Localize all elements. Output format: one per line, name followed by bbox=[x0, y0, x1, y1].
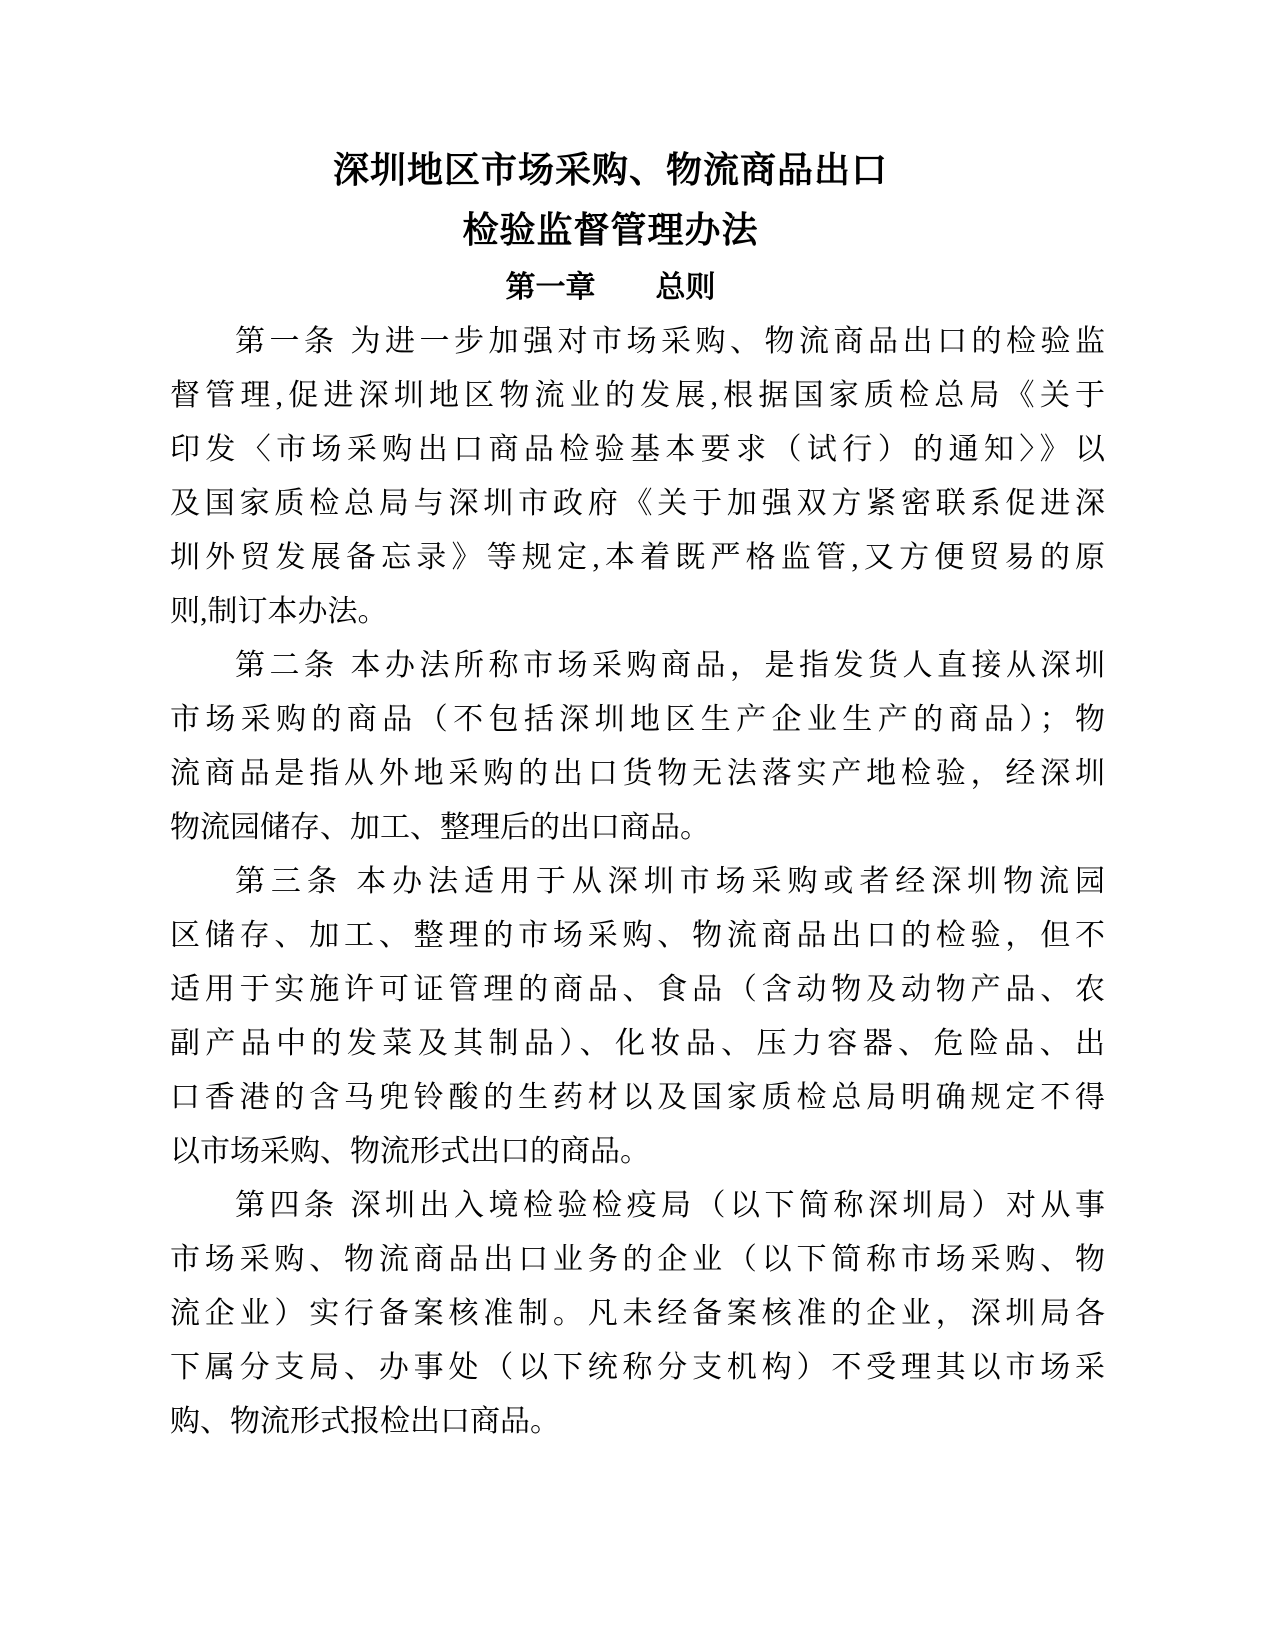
paragraph-line: 第四条 深圳出入境检验检疫局（以下简称深圳局）对从事 bbox=[235, 1189, 1105, 1222]
paragraph-line: 副产品中的发菜及其制品）、化妆品、压力容器、危险品、出 bbox=[170, 1027, 1105, 1060]
paragraph-line: 下属分支局、办事处（以下统称分支机构）不受理其以市场采 bbox=[170, 1351, 1105, 1384]
paragraph-article-4 bbox=[170, 1179, 1105, 1449]
paragraph-line: 第一条 为进一步加强对市场采购、物流商品出口的检验监 bbox=[235, 325, 1105, 358]
paragraph-line: 口香港的含马兜铃酸的生药材以及国家质检总局明确规定不得 bbox=[170, 1081, 1105, 1114]
document-title-line-2: 检验监督管理办法 bbox=[462, 210, 759, 250]
paragraph-line: 流商品是指从外地采购的出口货物无法落实产地检验，经深圳 bbox=[170, 757, 1105, 790]
paragraph-article-1 bbox=[170, 315, 1105, 639]
paragraph-line: 以市场采购、物流形式出口的商品。 bbox=[170, 1135, 650, 1168]
chapter-heading: 第一章 总则 bbox=[505, 271, 716, 304]
paragraph-line: 市场采购的商品（不包括深圳地区生产企业生产的商品）；物 bbox=[170, 703, 1105, 736]
paragraph-article-2 bbox=[170, 639, 1105, 855]
paragraph-line: 督管理,促进深圳地区物流业的发展,根据国家质检总局《关于 bbox=[170, 379, 1105, 412]
document-content bbox=[170, 0, 1105, 1449]
paragraph-line: 则,制订本办法。 bbox=[170, 595, 388, 628]
paragraph-line: 第三条 本办法适用于从深圳市场采购或者经深圳物流园 bbox=[235, 865, 1105, 898]
paragraph-line: 印发〈市场采购出口商品检验基本要求（试行）的通知〉》以 bbox=[170, 433, 1105, 466]
paragraph-line: 购、物流形式报检出口商品。 bbox=[170, 1405, 560, 1438]
paragraph-line: 圳外贸发展备忘录》等规定,本着既严格监管,又方便贸易的原 bbox=[170, 541, 1105, 574]
paragraph-line: 及国家质检总局与深圳市政府《关于加强双方紧密联系促进深 bbox=[170, 487, 1105, 520]
document-title-line-1: 深圳地区市场采购、物流商品出口 bbox=[332, 150, 888, 190]
paragraph-line: 第二条 本办法所称市场采购商品，是指发货人直接从深圳 bbox=[235, 649, 1105, 682]
document-body bbox=[170, 315, 1105, 1449]
paragraph-line: 流企业）实行备案核准制。凡未经备案核准的企业，深圳局各 bbox=[170, 1297, 1105, 1330]
paragraph-line: 市场采购、物流商品出口业务的企业（以下简称市场采购、物 bbox=[170, 1243, 1105, 1276]
paragraph-line: 物流园储存、加工、整理后的出口商品。 bbox=[170, 811, 710, 844]
paragraph-line: 适用于实施许可证管理的商品、食品（含动物及动物产品、农 bbox=[170, 973, 1105, 1006]
paragraph-line: 区储存、加工、整理的市场采购、物流商品出口的检验，但不 bbox=[170, 919, 1105, 952]
paragraph-article-3 bbox=[170, 855, 1105, 1179]
document-headings bbox=[143, 0, 1078, 315]
